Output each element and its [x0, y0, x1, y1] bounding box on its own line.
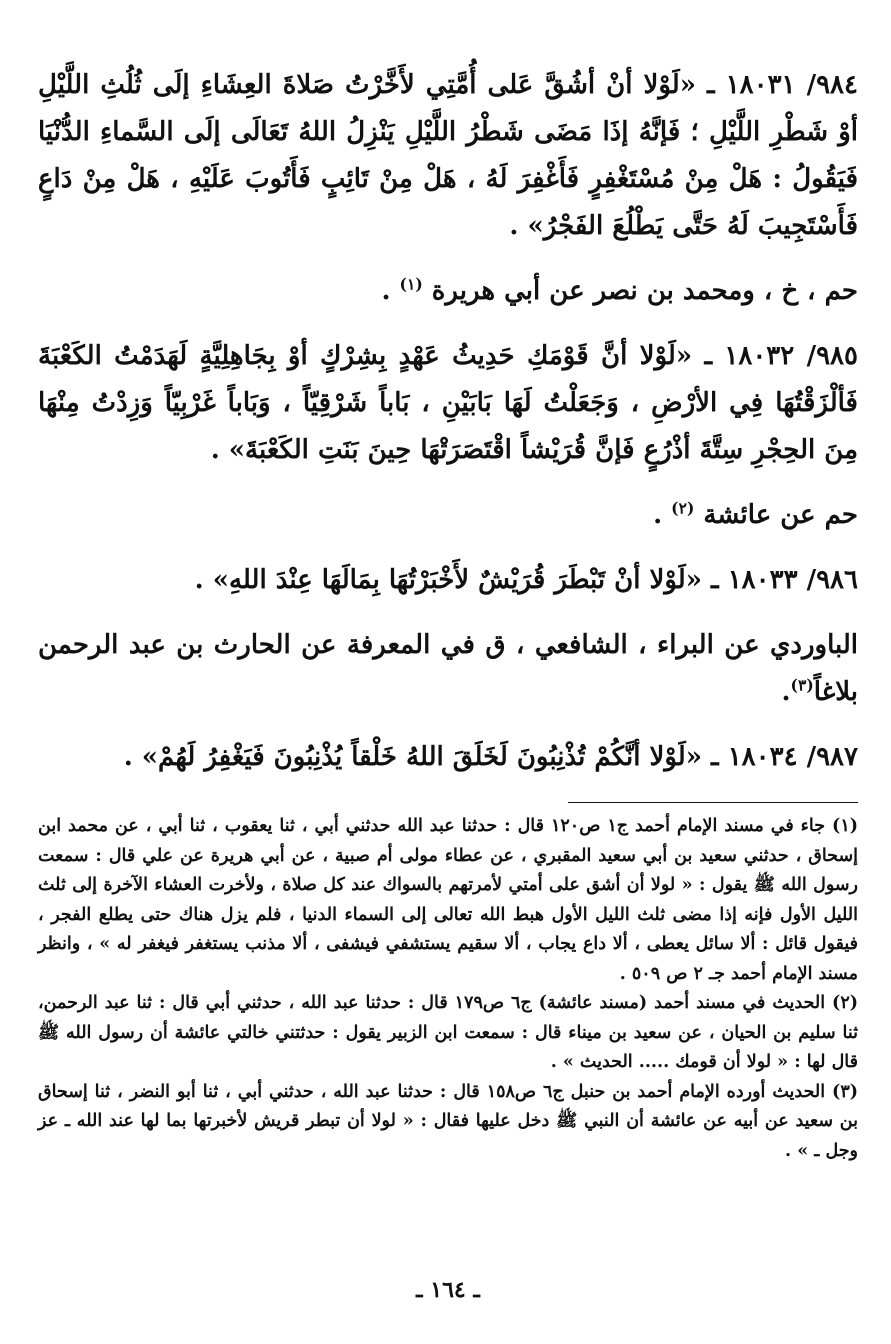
page-number: ـ ١٦٤ ـ [416, 1277, 480, 1303]
footnotes [38, 812, 858, 1166]
footnote-1: (١) جاء في مسند الإمام أحمد ج١ ص١٢٠ قال : حدثنا عبد الله حدثني أبي ، ثنا يعقوب ، ثنا أبي ، عن محمد ابن إسحاق ، حدثني سعيد بن أبي سعيد المقبري ، عن عطاء مولى أم صبية ، عن أبي هريرة عن علي قال : سمعت رسول الله ﷺ يقول : « لولا أن أشق على أمتي لأمرتهم بالسواك عند كل صلاة ، ولأخرت العشاء الآخرة إلى ثلث الليل الأول فإنه إذا مضى ثلث الليل الأول هبط الله تعالى إلى السماء الدنيا ، فلم يزل هناك حتى يطلع الفجر ، فيقول قائل : ألا سائل يعطى ، ألا داع يجاب ، ألا سقيم يستشفي فيشفى ، ألا مذنب يستغفر فيغفر له » ، وانظر مسند الإمام أحمد جـ ٢ ص ٥٠٩ . [38, 816, 858, 984]
footnote-3: (٣) الحديث أورده الإمام أحمد بن حنبل ج٦ ص١٥٨ قال : حدثنا عبد الله ، حدثني أبي ، ثنا أبو النضر ، ثنا إسحاق بن سعيد عن أبيه عن عائشة أن النبي ﷺ دخل عليها فقال : « لولا أن تبطر قريش لأخبرتها بما لها عند الله ـ عز وجل ـ » . [38, 1081, 858, 1161]
footnote-ref-1[interactable]: (١) [399, 274, 423, 294]
footnote-ref-2[interactable]: (٢) [671, 498, 695, 518]
source-985-text: حم عن عائشة [703, 500, 858, 530]
source-986-text: الباوردي عن البراء ، الشافعي ، ق في المعرفة عن الحارث بن عبد الرحمن بلاغاً [38, 630, 858, 707]
footnote-divider [568, 802, 858, 803]
source-984: حم ، خ ، ومحمد بن نصر عن أبي هريرة $^{(١)}$ . [381, 274, 858, 306]
hadith-984: ٩٨٤/ ١٨٠٣١ ـ «لَوْلا أنْ أشُقَّ عَلى أُمَّتِي لأَخَّرْتُ صَلاةَ العِشَاءِ إلَى ثُلُثِ اللَّيْلِ أوْ شَطْرِ اللَّيْلِ ؛ فَإنَّهُ إذَا مَضَى شَطْرُ اللَّيْلِ يَنْزِلُ اللهُ تَعَالَى إلَى السَّماءِ الدُّنْيَا فَيَقُولُ : هَلْ مِنْ مُسْتَغْفِرٍ فَأَغْفِرَ لَهُ ، هَلْ مِنْ تَائِبٍ فَأَتُوبَ عَلَيْهِ ، هَلْ مِنْ دَاعٍ فَأَسْتَجِيبَ لَهُ حَتَّى يَطْلُعَ الفَجْرُ» . [38, 70, 858, 241]
source-984-text: حم ، خ ، ومحمد بن نصر عن أبي هريرة [431, 276, 858, 306]
document-page [38, 62, 858, 1332]
hadith-987: ٩٨٧/ ١٨٠٣٤ ـ «لَوْلا أنَّكُمْ تُذْنِبُونَ لَخَلَقَ اللهُ خَلْقاً يُذْنِبُونَ فَيَغْفِرُ لَهُمْ» . [123, 742, 858, 772]
hadith-985: ٩٨٥/ ١٨٠٣٢ ـ «لَوْلا أنَّ قَوْمَكِ حَدِيثُ عَهْدٍ بِشِرْكٍ أوْ بِجَاهِلِيَّةٍ لَهَدَمْتُ الكَعْبَةَ فَألْزَقْتُهَا فِي الأرْضِ ، وَجَعَلْتُ لَهَا بَابَيْنِ ، بَاباً شَرْقِيّاً ، وَبَاباً غَرْبِيّاً وَزِدْتُ مِنْهَا مِنَ الحِجْرِ سِتَّةَ أذْرُعٍ فَإنَّ قُرَيْشاً اقْتَصَرَتْهَا حِينَ بَنَتِ الكَعْبَةَ» . [38, 341, 858, 465]
source-986: الباوردي عن البراء ، الشافعي ، ق في المعرفة عن الحارث بن عبد الرحمن بلاغاً$^{(٣)}$. [38, 630, 858, 707]
source-985: حم عن عائشة $^{(٢)}$ . [653, 498, 858, 530]
footnote-2: (٢) الحديث في مسند أحمد (مسند عائشة) ج٦ ص١٧٩ قال : حدثنا عبد الله ، حدثني أبي قال : ثنا عبد الرحمن، ثنا سليم بن الحيان ، عن سعيد بن ميناء قال : سمعت ابن الزبير يقول : حدثتني خالتي عائشة أن رسول الله ﷺ قال لها : « لولا أن قومك ..... الحديث » . [38, 993, 858, 1072]
main-text [38, 62, 858, 781]
footnote-ref-3[interactable]: (٣) [790, 675, 814, 695]
hadith-986: ٩٨٦/ ١٨٠٣٣ ـ «لَوْلا أنْ تَبْطَرَ قُرَيْشٌ لأَخْبَرْتُهَا بِمَالَهَا عِنْدَ اللهِ» . [194, 565, 858, 595]
